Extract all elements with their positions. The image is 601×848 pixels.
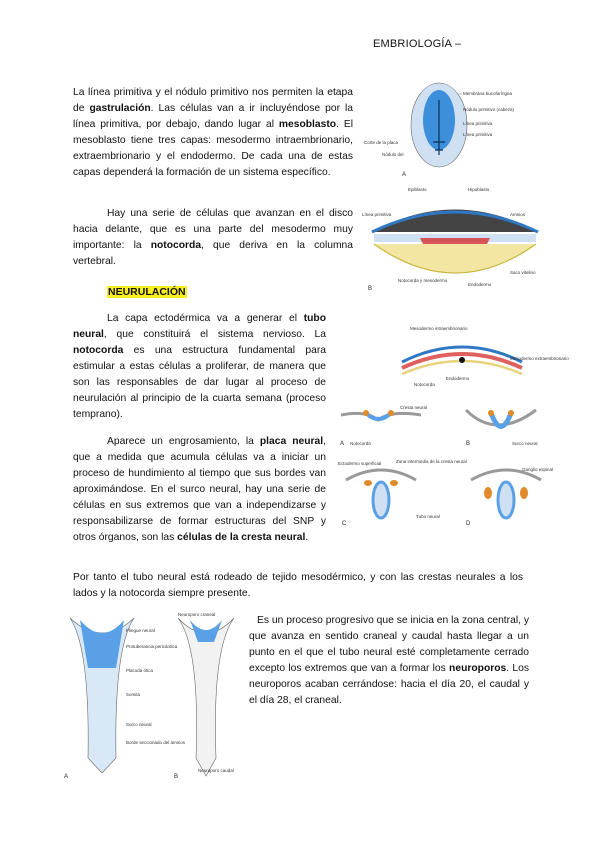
fig1-label-5: Línea primitiva — [463, 132, 493, 137]
fig5-label-4: Surco neural — [126, 722, 152, 727]
fig5-letter-b: B — [174, 774, 179, 780]
fig5-label-0: Pliegue neural — [126, 628, 155, 633]
fig4-letter-a: A — [340, 441, 345, 447]
fig3-label-0: Mesodermo intraembrionario — [410, 326, 468, 331]
figure-neural-tube-stages — [336, 395, 556, 535]
fig2-label-0: Epiblasto — [408, 187, 427, 192]
fig3-label-2: Endodermo — [446, 376, 470, 381]
fig2-label-3: Amnios — [510, 212, 526, 217]
fig1-label-4: Nódulo del — [382, 152, 404, 157]
embryo-b — [174, 618, 234, 780]
figure-embryo-dorsal-views — [60, 608, 242, 783]
fig2-label-6: Endodermo — [468, 282, 492, 287]
fig5-letter-a: A — [64, 774, 69, 780]
paragraph-notocorda: Hay una serie de células que avanzan en el disco hacia delante, que es una parte del mesodermo muy importante: la notocorda, que deriva en la columna vertebral. — [73, 208, 354, 267]
fig5-label-1: Protuberancia pericárdica — [126, 644, 178, 649]
yolk-sac — [374, 244, 536, 273]
fig1-label-0: Membrana bucofaríngea — [463, 91, 513, 96]
figure-mesoderm-layers — [392, 322, 569, 392]
fig5-label-2: Placoda ótica — [126, 668, 154, 673]
paragraph-placa-neural: Aparece un engrosamiento, la placa neural, que a medida que acumula células va a iniciar un proceso de hundimiento al tiempo que sus bordes van aproximándose. En el surco neural, hay una serie de células en sus extremos que van a independizarse y responsabilizarse de formar estructuras del SNP y otros órganos, son las células de la cresta neural. — [73, 436, 326, 543]
fig4-letter-b: B — [466, 441, 471, 447]
fig5-label-7: Neuroporo caudal — [198, 768, 234, 773]
paragraph-tubo-neural: La capa ectodérmica va a generar el tubo neural, que constituirá el sistema nervioso. La notocorda es una estructura fundamental para estimular a estas células a proliferar, de manera que son las responsables de dar lugar al proceso de neurulación al principio de la cuarta semana (proceso temprano). — [73, 313, 326, 420]
fig4-label-0: Cresta neural — [400, 405, 428, 410]
fig5-label-5: Borde seccionado del amnios — [126, 740, 186, 745]
stage-d — [466, 470, 541, 527]
fig2-label-2: Línea primitiva — [362, 212, 392, 217]
fig2-label-5: Notocorda y mesodermo — [398, 278, 448, 283]
fig4-label-3: Ectodermo superficial — [338, 461, 382, 466]
fig4-label-4: Tubo neural — [416, 514, 440, 519]
figure-disc-cross-section — [360, 182, 550, 294]
stage-c — [342, 470, 416, 527]
page-header: EMBRIOLOGÍA – — [373, 38, 462, 50]
fig4-label-5: Ganglio espinal — [522, 467, 554, 472]
fig1-label-3: Corte de la placa — [364, 140, 399, 145]
fig4-label-1: Notocorda — [350, 441, 371, 446]
section-heading: NEURULACIÓN — [108, 286, 186, 298]
embryo-a — [64, 618, 134, 780]
fig5-label-6: Neuroporo craneal — [178, 612, 216, 617]
fig3-label-3: Notocorda — [414, 382, 435, 387]
fig2-label-4: Saco vitelino — [510, 270, 536, 275]
paragraph-resumen: Por tanto el tubo neural está rodeado de tejido mesodérmico, y con las crestas neurales a los lados y la notocorda siempre presente. — [73, 572, 523, 599]
fig5-label-3: Somita — [126, 692, 141, 697]
figure-embryonic-disc — [362, 80, 532, 180]
paragraph-neuroporos: Es un proceso progresivo que se inicia en la zona central, y que avanza en sentido craneal y caudal hasta llegar a un punto en el que el tubo neural esté completamente cerrado excepto los extremos que van a formar los neuroporos. Los neuroporos acaban cerrándose: hacia el día 20, el caudal y el día 28, el craneal. — [249, 615, 529, 706]
fig4-label-6: Zona intermedia de la cresta neural — [396, 459, 467, 464]
fig3-label-1: Mesodermo extraembrionario — [510, 356, 569, 361]
fig2-label-1: Hipoblasto — [468, 187, 490, 192]
fig2-letter: B — [368, 286, 373, 292]
fig1-label-2: Línea primitiva — [463, 121, 493, 126]
fig4-letter-c: C — [342, 521, 347, 527]
fig4-label-2: Surco neural — [512, 441, 538, 446]
paragraph-gastrulacion: La línea primitiva y el nódulo primitivo nos permiten la etapa de gastrulación. Las células van a ir incluyéndose por la línea primitiva, por debajo, dando lugar al mesoblasto. El mesoblasto tiene tres capas: mesodermo intraembrionario, extraembrionario y el endodermo. De cada una de estas capas dependerá la formación de un sistema específico. — [73, 87, 353, 178]
fig4-letter-d: D — [466, 521, 471, 527]
notochord-dot — [459, 357, 465, 363]
fig1-label-1: Nódulo primitivo (cabeza) — [463, 107, 515, 112]
fig1-letter: A — [402, 172, 407, 178]
